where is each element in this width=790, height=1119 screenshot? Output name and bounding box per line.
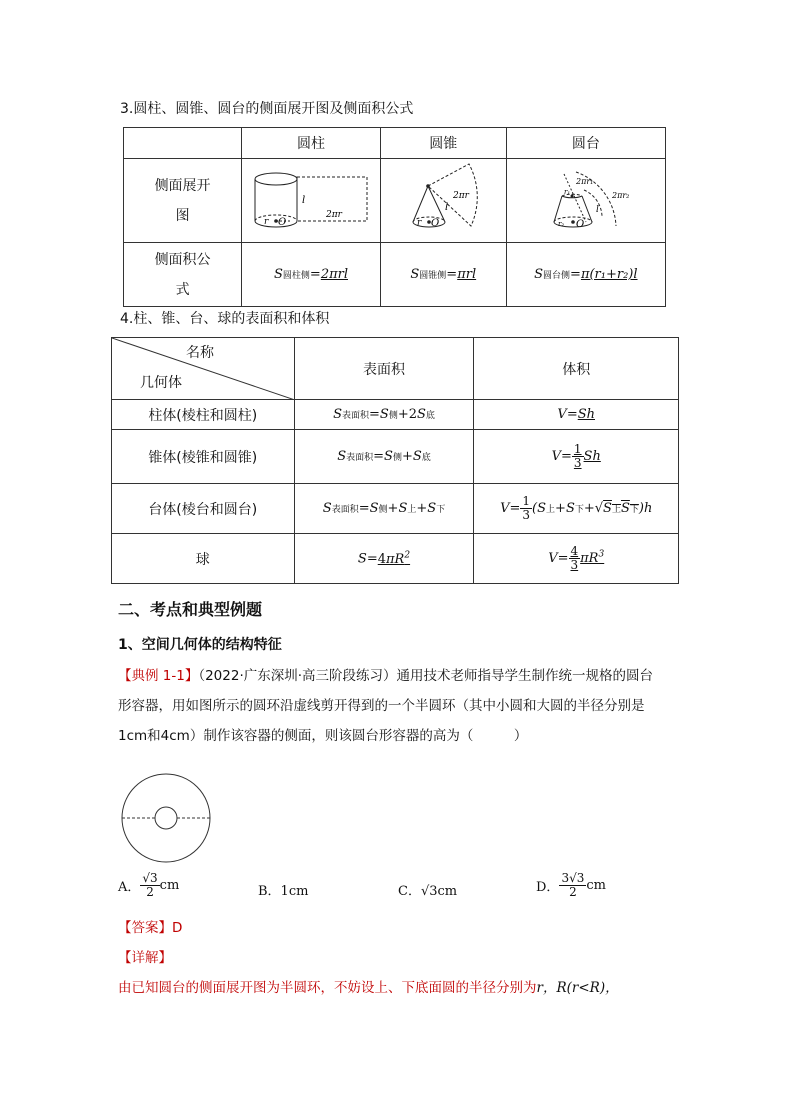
corner-cell bbox=[124, 128, 242, 159]
example-line-2: 形容器，用如图所示的圆环沿虚线剪开得到的一个半圆环（其中小圆和大圆的半径分别是 bbox=[118, 698, 645, 714]
header-volume: 体积 bbox=[474, 338, 679, 400]
frustum-figure bbox=[516, 160, 656, 238]
diag-header-name: 名称 bbox=[186, 345, 214, 361]
section3-title: 3.圆柱、圆锥、圆台的侧面展开图及侧面积公式 bbox=[120, 101, 414, 117]
annulus-figure bbox=[120, 772, 212, 864]
row-pyramid-name: 锥体(棱锥和圆锥) bbox=[112, 430, 295, 484]
row-prism-volume: V=Sh bbox=[474, 400, 679, 430]
cone-lateral-formula: S圆锥侧=πrl bbox=[380, 243, 506, 307]
example-line-1: 【典例 1-1】（2022·广东深圳·高三阶段练习）通用技术老师指导学生制作统一规格的圆台 bbox=[118, 668, 654, 684]
cylinder-unfold-figure bbox=[242, 159, 381, 243]
answer-line bbox=[118, 916, 182, 936]
frustum-unfold-figure bbox=[506, 159, 665, 243]
row-sphere-volume: V= $\frac{4}{3}$ $\pi R^3$ bbox=[474, 534, 679, 584]
heading-structure: 1、空间几何体的结构特征 bbox=[118, 637, 282, 653]
cylinder-lateral-formula: S圆柱侧=2πrl bbox=[242, 243, 381, 307]
answer-value: D bbox=[172, 920, 183, 936]
option-b[interactable]: B．1cm bbox=[258, 884, 309, 899]
detail-text: 由已知圆台的侧面展开图为半圆环，不妨设上、下底面圆的半径分别为 bbox=[118, 980, 537, 996]
frustum-o-label: O bbox=[575, 218, 585, 230]
row-frustum-surface: S表面积=S侧+S上+S下 bbox=[294, 484, 474, 534]
row-pyramid-volume: V= $\frac{1}{3}$ Sh bbox=[474, 430, 679, 484]
detail-line bbox=[118, 976, 678, 996]
cyl-o-label: O bbox=[277, 216, 287, 228]
diag-header-solid: 几何体 bbox=[140, 375, 182, 391]
surface-volume-table bbox=[111, 337, 679, 584]
header-frustum: 圆台 bbox=[506, 128, 665, 159]
answer-tag: 【答案】 bbox=[118, 920, 172, 936]
row-formula-label: 侧面积公 式 bbox=[124, 243, 242, 307]
diagonal-header-cell bbox=[112, 338, 295, 400]
header-cylinder: 圆柱 bbox=[242, 128, 381, 159]
frustum-lateral-formula: S圆台侧=π(r₁+r₂)l bbox=[506, 243, 665, 307]
row-prism-surface: S表面积=S侧+2S底 bbox=[294, 400, 474, 430]
cone-figure bbox=[383, 160, 503, 238]
cone-unfold-figure bbox=[380, 159, 506, 243]
heading-section-two: 二、考点和典型例题 bbox=[118, 600, 263, 619]
frustum-2pir2-label: 2πr₂ bbox=[611, 190, 630, 200]
row-frustum-name: 台体(棱台和圆台) bbox=[112, 484, 295, 534]
example-line-3: 1cm和4cm）制作该容器的侧面，则该圆台形容器的高为（ ） bbox=[118, 728, 528, 744]
row-unfold-label: 侧面展开 图 bbox=[124, 159, 242, 243]
cylinder-figure bbox=[246, 161, 376, 237]
cone-2pir-label: 2πr bbox=[453, 190, 470, 201]
cone-r-label: r bbox=[417, 217, 422, 228]
frustum-2pir1-label: 2πr₁ bbox=[575, 176, 594, 186]
row-sphere-name: 球 bbox=[112, 534, 295, 584]
cyl-r-label: r bbox=[263, 216, 269, 227]
frustum-r1-label: r₁ bbox=[563, 187, 570, 196]
frustum-r2-label: r₂ bbox=[557, 219, 564, 228]
header-surface: 表面积 bbox=[294, 338, 474, 400]
row-sphere-surface: $S=4\pi R^2$ bbox=[294, 534, 474, 584]
cyl-2pir-label: 2πr bbox=[325, 209, 342, 220]
lateral-area-table bbox=[123, 127, 666, 307]
option-c[interactable]: C．√3cm bbox=[398, 884, 458, 899]
row-prism-name: 柱体(棱柱和圆柱) bbox=[112, 400, 295, 430]
example-tag: 【典例 1-1】 bbox=[118, 668, 199, 684]
detail-tag: 【详解】 bbox=[118, 950, 172, 966]
cyl-l-label: l bbox=[301, 194, 306, 206]
detail-math: r，R(r<R)， bbox=[536, 980, 619, 996]
cone-o-label: O bbox=[431, 217, 440, 229]
row-frustum-volume: V= $\frac{1}{3}$ (S上+S下+√S上S下)h bbox=[474, 484, 679, 534]
section4-title: 4.柱、锥、台、球的表面积和体积 bbox=[120, 311, 330, 327]
frustum-l-label: l bbox=[595, 204, 599, 215]
row-pyramid-surface: S表面积=S侧+S底 bbox=[294, 430, 474, 484]
example-paragraph bbox=[118, 661, 678, 751]
cone-l-label: l bbox=[445, 201, 449, 213]
option-d[interactable]: D． $\frac{3√3}{2}$ cm bbox=[536, 871, 606, 899]
option-a[interactable]: A． $\frac{√3}{2}$ cm bbox=[118, 871, 180, 899]
header-cone: 圆锥 bbox=[380, 128, 506, 159]
